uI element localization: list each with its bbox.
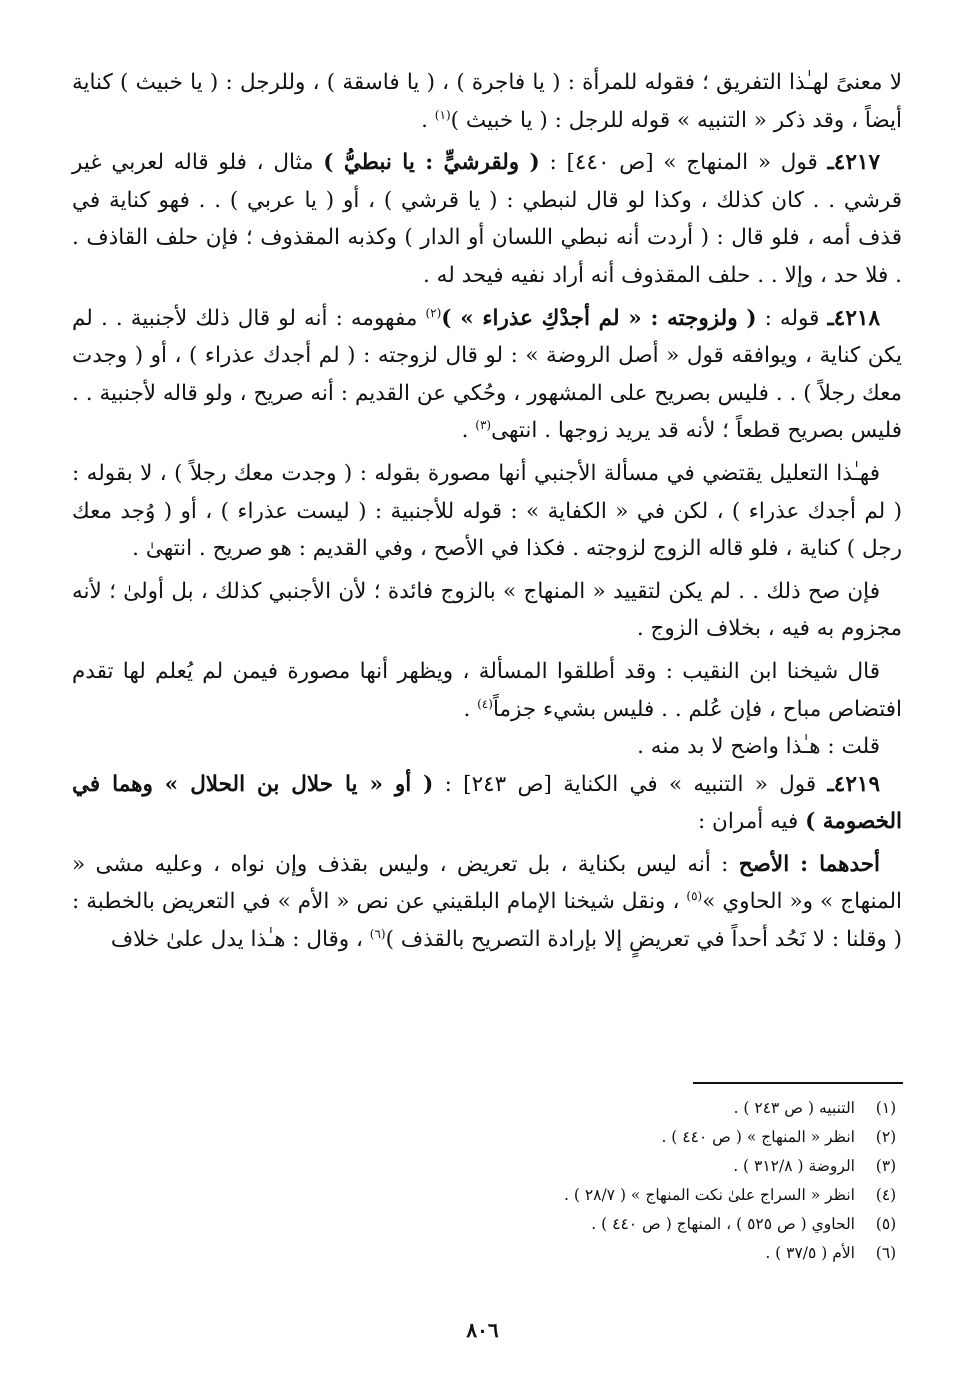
quoted-matn: ( أو « يا حلال بن الحلال » وهما في الخصومة ) (72, 771, 902, 835)
quoted-matn: ( ولقرشيٍّ : يا نبطيُّ ) (323, 150, 540, 176)
footnote-text: انظر « السراج علىٰ نكت المنهاج » ( ٢٨/٧ ) . (563, 1186, 855, 1204)
paragraph-commentary: قال شيخنا ابن النقيب : وقد أطلقوا المسألة ، ويظهر أنها مصورة فيمن لم يُعلم لها تقدم افتضاص مباح ، فإن عُلم . . فليس بشيء جزماً$^{(٤)}$ . (72, 658, 902, 722)
issue-number: ٤٢١٧ـ (827, 150, 880, 176)
paragraph-commentary: قلت : هـٰذا واضح لا بد منه . (637, 734, 880, 760)
paragraph-4217: ٤٢١٧ـ قول « المنهاج » [ص ٤٤٠] : ( ولقرشيٍّ : يا نبطيُّ ) مثال ، فلو قاله لعربي غير قرشي . . كان كذلك ، وكذا لو قال لنبطي : ( يا قرشي ) ، أو ( يا عربي ) . . فهو كناية في قذف أمه ، فلو قال : ( أردت أنه نبطي اللسان أو الدار ) وكذبه المقذوف ؛ فإن حلف القاذف . . فلا حد ، وإلا . . حلف المقذوف أنه أراد نفيه فيحد له . (72, 150, 902, 288)
footnote-ref: (٢) (425, 305, 442, 320)
footnote-ref: (١) (434, 107, 451, 122)
footnote (450, 1152, 905, 1181)
footnote-number: (٤) (875, 1186, 897, 1204)
footnote-text: انظر « المنهاج » ( ص ٤٤٠ ) . (661, 1128, 855, 1146)
footnote-text: الحاوي ( ص ٥٢٥ ) ، المنهاج ( ص ٤٤٠ ) . (591, 1215, 855, 1233)
paragraph-commentary: فهـٰذا التعليل يقتضي في مسألة الأجنبي أنها مصورة بقوله : ( وجدت معك رجلاً ) ، لا بقوله : ( لم أجدك عذراء ) ، لكن في « الكفاية » : قوله للأجنبية : ( ليست عذراء ) ، أو ( وُجد معك رجل ) كناية ، فلو قاله الزوج لزوجته . فكذا في الأصح ، وفي القديم : هو صريح . انتهىٰ . (72, 460, 902, 562)
main-text (72, 64, 902, 959)
footnote (450, 1210, 905, 1239)
page-number: ٨٠٦ (466, 1318, 499, 1342)
heading-inline: أحدهما : الأصح (738, 851, 880, 877)
footnote (450, 1123, 905, 1152)
footnote (450, 1094, 905, 1123)
paragraph-continuation: لا معنىً لهـٰذا التفريق ؛ فقوله للمرأة : ( يا فاجرة ) ، ( يا فاسقة ) ، وللرجل : ( يا خبيث ) كناية أيضاً ، وقد ذكر « التنبيه » قوله للرجل : ( يا خبيث )$^{(١)}$ . (72, 70, 902, 133)
footnote-separator (693, 1082, 903, 1084)
footnote-number: (١) (875, 1099, 897, 1117)
footnotes (450, 1094, 905, 1268)
paragraph-commentary: فإن صح ذلك . . لم يكن لتقييد « المنهاج » بالزوج فائدة ؛ لأن الأجنبي كذلك ، بل أولىٰ ؛ لأنه مجزوم به فيه ، بخلاف الزوج . (72, 578, 902, 642)
footnote-number: (٦) (875, 1244, 897, 1262)
issue-number: ٤٢١٩ـ (827, 771, 880, 797)
footnote-ref: (٦) (369, 926, 386, 941)
footnote (450, 1181, 905, 1210)
footnote-ref: (٥) (686, 889, 703, 904)
footnote-ref: (٤) (477, 696, 493, 711)
footnote-number: (٥) (875, 1215, 897, 1233)
paragraph-first-matter: أحدهما : الأصح : أنه ليس بكناية ، بل تعريض ، وليس بقذف وإن نواه ، وعليه مشى « المنهاج » و« الحاوي »$^{(٥)}$ ، ونقل شيخنا الإمام البلقيني عن نص « الأم » في التعريض بالخطبة : ( وقلنا : لا نَحُد أحداً في تعريضٍ إلا بإرادة التصريح بالقذف )$^{(٦)}$ ، وقال : هـٰذا يدل علىٰ خلاف (72, 851, 902, 953)
footnote-text: الروضة ( ٣١٢/٨ ) . (733, 1157, 855, 1175)
paragraph-4218: ٤٢١٨ـ قوله : ( ولزوجته : « لم أجدْكِ عذراء » )$^{(٢)}$ مفهومه : أنه لو قال ذلك لأجنبية . . لم يكن كناية ، ويوافقه قول « أصل الروضة » : لو قال لزوجته : ( لم أجدك عذراء ) ، أو ( وجدت معك رجلاً ) . . فليس بصريح على المشهور ، وحُكي عن القديم : أنه صريح ، ولو قاله لأجنبية . . فليس بصريح قطعاً ؛ لأنه قد يريد زوجها . انتهى$^{(٣)}$ . (72, 305, 902, 444)
issue-number: ٤٢١٨ـ (827, 305, 880, 331)
footnote (450, 1239, 905, 1268)
footnote-number: (٣) (875, 1157, 897, 1175)
footnote-number: (٢) (875, 1128, 897, 1146)
footnote-ref: (٣) (475, 418, 492, 433)
footnote-text: التنبيه ( ص ٢٤٣ ) . (733, 1099, 855, 1117)
quoted-matn: ( ولزوجته : « لم أجدْكِ عذراء » ) (441, 305, 757, 331)
footnote-text: الأم ( ٣٧/٥ ) . (765, 1244, 855, 1262)
paragraph-4219: ٤٢١٩ـ قول « التنبيه » في الكناية [ص ٢٤٣] : ( أو « يا حلال بن الحلال » وهما في الخصومة ) فيه أمران : (72, 771, 902, 835)
